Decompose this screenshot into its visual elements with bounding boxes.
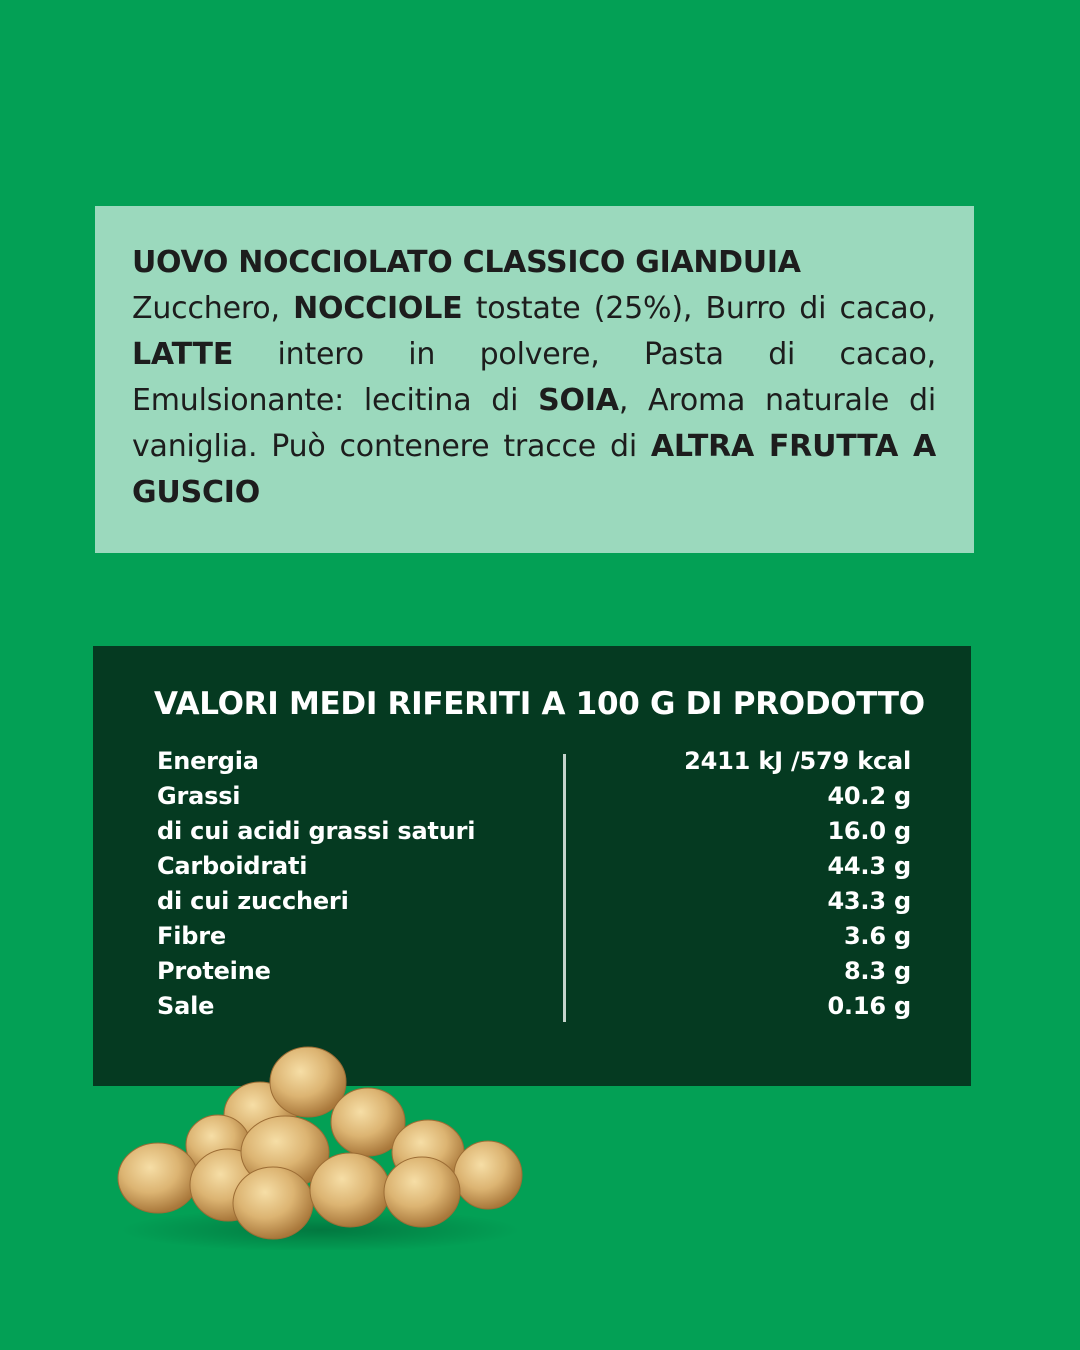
nutrition-labels [157, 744, 475, 1024]
nutrient-label-proteine: Proteine [157, 957, 271, 985]
nutrient-value-proteine: 8.3 g [843, 957, 911, 985]
ingredient-segment: intero in polvere, Pasta di cacao, Emulsionante: lecitina di [132, 337, 936, 418]
ingredient-allergen: ALTRA FRUTTA A GUSCIO [132, 429, 936, 510]
nutrient-value-carboidrati: 44.3 g [827, 852, 911, 880]
ingredient-segment: , Aroma naturale di vaniglia. Può contenere tracce di [132, 383, 936, 464]
nutrient-label-fibre: Fibre [157, 922, 226, 950]
hazelnuts-image [110, 1040, 530, 1250]
ingredients-text [132, 286, 936, 516]
ingredient-segment: Zucchero, [132, 291, 294, 326]
nutrition-panel [93, 646, 971, 1086]
nutrient-label-saturi: di cui acidi grassi saturi [157, 817, 476, 845]
nutrient-label-sale: Sale [157, 992, 215, 1020]
nutrient-label-zuccheri: di cui zuccheri [157, 887, 349, 915]
nutrient-value-saturi: 16.0 g [827, 817, 911, 845]
ingredient-segment: tostate (25%), Burro di cacao, [462, 291, 936, 326]
nutrition-divider [563, 754, 566, 1022]
nutrient-value-energia: 2411 kJ /579 kcal [684, 747, 911, 775]
nutrition-values [684, 744, 911, 1024]
nutrient-value-fibre: 3.6 g [843, 922, 911, 950]
nutrient-label-energia: Energia [157, 747, 259, 775]
nutrition-title: VALORI MEDI RIFERITI A 100 G DI PRODOTTO [154, 686, 925, 722]
nutrient-label-grassi: Grassi [157, 782, 241, 810]
nutrient-value-grassi: 40.2 g [827, 782, 911, 810]
ingredient-allergen: SOIA [538, 383, 619, 418]
ingredient-allergen: NOCCIOLE [293, 291, 463, 326]
ingredient-allergen: LATTE [132, 337, 234, 372]
nutrient-value-zuccheri: 43.3 g [827, 887, 911, 915]
ingredients-panel [95, 206, 974, 553]
nutrient-label-carboidrati: Carboidrati [157, 852, 308, 880]
ingredients-title: UOVO NOCCIOLATO CLASSICO GIANDUIA [132, 245, 801, 280]
nutrient-value-sale: 0.16 g [827, 992, 911, 1020]
